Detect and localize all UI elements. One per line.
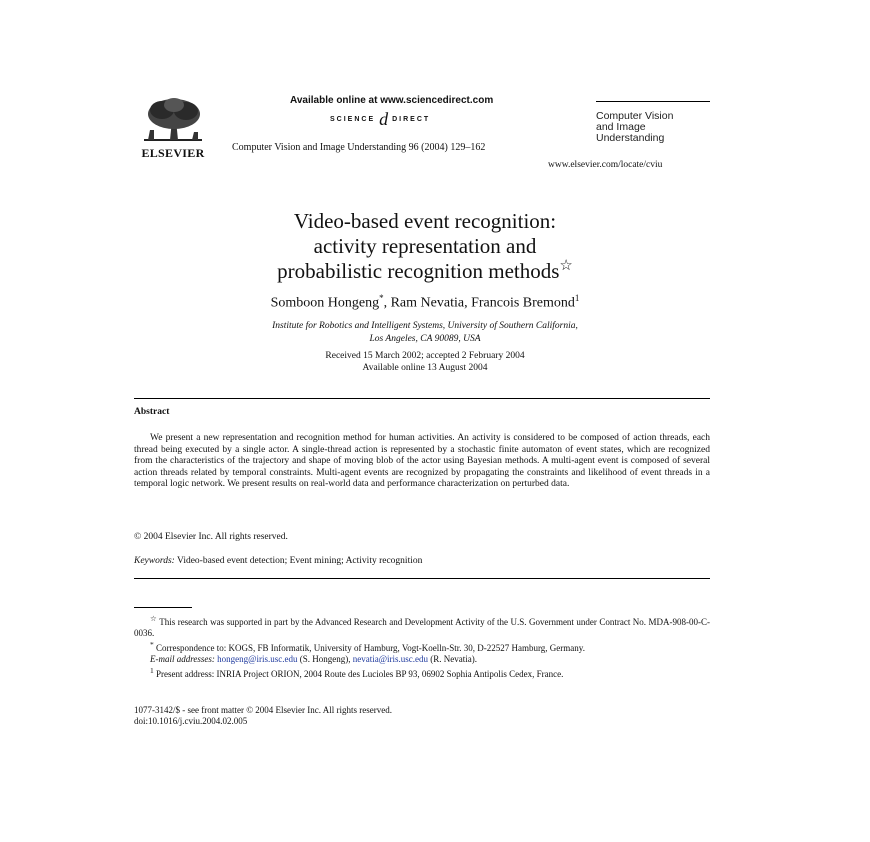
footnote-present-address	[134, 665, 710, 680]
journal-side-title	[596, 111, 673, 144]
title-line: activity representation and	[313, 234, 537, 258]
footnote-rule	[134, 607, 192, 608]
abstract-bottom-rule	[134, 578, 710, 579]
footnote-funding	[134, 613, 710, 639]
title-line: Video-based event recognition:	[293, 209, 557, 233]
author-name: Somboon Hongeng	[270, 295, 380, 311]
footnote-mark: ☆	[150, 614, 157, 623]
received-date: Received 15 March 2002; accepted 2 February 2004	[325, 351, 525, 361]
publication-dates	[140, 350, 710, 374]
author-name: Ram Nevatia	[390, 295, 465, 311]
email-label: E-mail addresses:	[150, 654, 215, 664]
keywords-list: Video-based event detection; Event mining; Activity recognition	[177, 556, 423, 566]
front-matter-info	[134, 705, 392, 727]
abstract-top-rule	[134, 398, 710, 399]
footnote-text: This research was supported in part by the Advanced Research and Development Activity of the U.S. Government under Contract No. MDA-908-00-C-0036.	[134, 617, 710, 638]
author-mark[interactable]: 1	[574, 293, 580, 303]
issn-line: 1077-3142/$ - see front matter © 2004 Elsevier Inc. All rights reserved.	[134, 705, 393, 715]
doi-line[interactable]: doi:10.1016/j.cviu.2004.02.005	[134, 716, 248, 726]
footnote-text: Present address: INRIA Project ORION, 2004 Route des Lucioles BP 93, 06902 Sophia Antipolis Cedex, France.	[156, 669, 564, 679]
journal-side-title-line: and Image	[596, 121, 646, 133]
paper-title	[140, 209, 710, 284]
author-list: Somboon Hongeng*, Ram Nevatia, Francois Bremond$^1$	[270, 293, 580, 311]
journal-url[interactable]: www.elsevier.com/locate/cviu	[548, 160, 663, 170]
available-date: Available online 13 August 2004	[362, 363, 488, 373]
available-online-text: Available online at www.sciencedirect.com	[290, 95, 494, 106]
footnote-correspondence	[134, 639, 710, 654]
sd-at-symbol: d	[379, 109, 389, 129]
title-line-text: probabilistic recognition methods	[277, 259, 560, 283]
title-line	[140, 259, 710, 284]
journal-citation: Computer Vision and Image Understanding 96 (2004) 129–162	[232, 142, 486, 153]
email-owner: (R. Nevatia).	[430, 654, 477, 664]
email-link[interactable]: nevatia@iris.usc.edu	[352, 654, 428, 664]
journal-side-title-line: Understanding	[596, 132, 665, 144]
keywords	[134, 556, 422, 566]
sd-right-word: DIRECT	[392, 116, 431, 123]
affiliation	[140, 320, 710, 346]
footnote-mark: 1	[150, 666, 154, 675]
sd-left-word: SCIENCE	[330, 116, 376, 123]
footnote-text: Correspondence to: KOGS, FB Informatik, University of Hamburg, Vogt-Koelln-Str. 30, D-22527 Hamburg, Germany.	[156, 643, 585, 653]
abstract-heading: Abstract	[134, 407, 170, 417]
author-mark[interactable]: *	[379, 293, 384, 303]
footnote-emails	[134, 654, 710, 665]
footnote-mark: *	[150, 640, 154, 649]
journal-side-title-line: Computer Vision	[596, 110, 674, 122]
affiliation-line: Institute for Robotics and Intelligent Systems, University of Southern California,	[272, 321, 578, 331]
title-footnote-mark[interactable]: ☆	[559, 258, 573, 274]
affiliation-line: Los Angeles, CA 90089, USA	[369, 334, 481, 344]
abstract-body: We present a new representation and recognition method for human activities. An activity is considered to be composed of action threads, each thread being executed by a single actor. A single-thread action is represented by a stochastic finite automaton of event states, which are recognized from the characteristics of the trajectory and shape of moving blob of the actor using Bayesian methods. A multi-agent event is composed of several action threads related by temporal constraints. Multi-agent events are recognized by propagating the constraints and likelihood of event threads in a temporal logic network. We present results on real-world data and performance characterization on perturbed data.	[134, 433, 710, 490]
email-link[interactable]: hongeng@iris.usc.edu	[217, 654, 298, 664]
side-rule	[596, 101, 710, 102]
sciencedirect-logo	[330, 109, 430, 130]
abstract-copyright: © 2004 Elsevier Inc. All rights reserved.	[134, 532, 288, 542]
footnotes	[134, 613, 710, 680]
keywords-label: Keywords:	[134, 556, 175, 566]
author-name: Francois Bremond	[471, 295, 575, 311]
publisher-name: ELSEVIER	[141, 146, 205, 160]
email-owner: (S. Hongeng),	[299, 654, 351, 664]
